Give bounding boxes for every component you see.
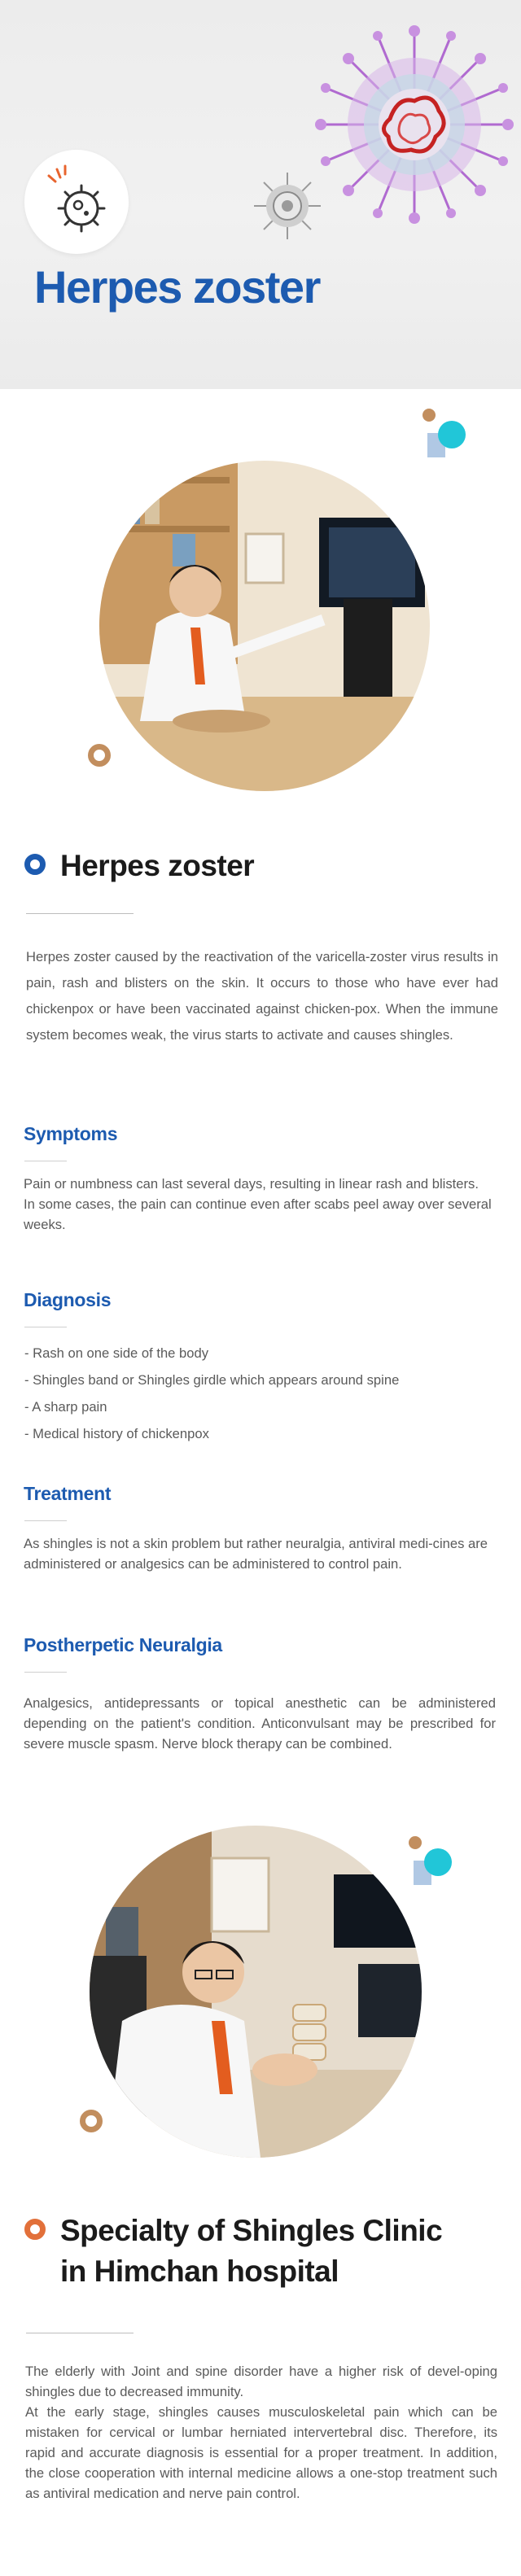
intro-text: Herpes zoster caused by the reactivation of the varicella-zoster virus results in pain, rash and blisters on the skin. It occurs to those who have ever had chickenpox or have been vaccinated against chicken-pox. When the immune system becomes weak, the virus starts to activate and causes shingles. bbox=[26, 949, 498, 1043]
symptoms-line: Pain or numbness can last several days, resulting in linear rash and blisters. bbox=[24, 1176, 479, 1192]
hero-banner bbox=[0, 0, 521, 389]
diagnosis-heading: Diagnosis bbox=[24, 1289, 112, 1310]
symptoms-text bbox=[24, 1174, 496, 1235]
list-item: - Medical history of chickenpox bbox=[24, 1426, 209, 1441]
specialty-heading bbox=[24, 2211, 442, 2292]
symptoms-line: In some cases, the pain can continue even after scabs peel away over several weeks. bbox=[24, 1196, 492, 1232]
specialty-text bbox=[25, 2361, 497, 2504]
decorative-dots bbox=[405, 1835, 462, 1892]
diagnosis-list bbox=[24, 1340, 399, 1447]
specialty-heading-line: Specialty of Shingles Clinic bbox=[60, 2214, 443, 2247]
doctor-photo-2 bbox=[90, 1826, 422, 2158]
specialty-heading-text bbox=[60, 2211, 442, 2292]
symptoms-heading: Symptoms bbox=[24, 1123, 118, 1144]
small-virus-illustration bbox=[251, 169, 324, 243]
virus-illustration bbox=[313, 23, 516, 226]
divider bbox=[24, 1520, 67, 1521]
specialty-line: At the early stage, shingles causes musculoskeletal pain which can be mistaken for cervical or lumbar herniated intervertebral disc. Therefore, its rapid and accurate diagnosis is essential for a proper treatment. In addition, the close cooperation with internal medicine allows a one-stop treatment such as antiviral medication and nerve pain control. bbox=[25, 2404, 497, 2501]
list-item: - A sharp pain bbox=[24, 1399, 107, 1415]
divider bbox=[24, 1672, 67, 1673]
specialty-heading-line: in Himchan hospital bbox=[60, 2255, 339, 2288]
list-item: - Shingles band or Shingles girdle which appears around spine bbox=[24, 1372, 400, 1388]
neuralgia-heading: Postherpetic Neuralgia bbox=[24, 1634, 222, 1655]
neuralgia-text: Analgesics, antidepressants or topical anesthetic can be administered depending on the patient's condition. Anticonvulsant may be prescribed for severe muscle spasm. Nerve block therapy can be combined. bbox=[24, 1695, 496, 1752]
treatment-heading: Treatment bbox=[24, 1483, 112, 1504]
hero-icon-badge bbox=[24, 150, 129, 254]
hero-title: Herpes zoster bbox=[34, 261, 320, 313]
treatment-text: As shingles is not a skin problem but rather neuralgia, antiviral medi-cines are administered or analgesics can be administered to control pain. bbox=[24, 1536, 488, 1572]
intro-heading bbox=[24, 846, 254, 886]
divider bbox=[26, 913, 134, 914]
decorative-ring bbox=[88, 744, 111, 767]
specialty-line: The elderly with Joint and spine disorder have a higher risk of devel-oping shingles due to decreased immunity. bbox=[25, 2364, 497, 2399]
decorative-dots bbox=[419, 407, 476, 464]
doctor-photo-1 bbox=[99, 461, 430, 791]
intro-heading-text: Herpes zoster bbox=[60, 849, 255, 882]
heading-bullet bbox=[24, 854, 46, 875]
heading-bullet bbox=[24, 2219, 46, 2240]
virus-cell-icon bbox=[36, 161, 117, 243]
list-item: - Rash on one side of the body bbox=[24, 1345, 209, 1361]
decorative-ring bbox=[80, 2110, 103, 2132]
